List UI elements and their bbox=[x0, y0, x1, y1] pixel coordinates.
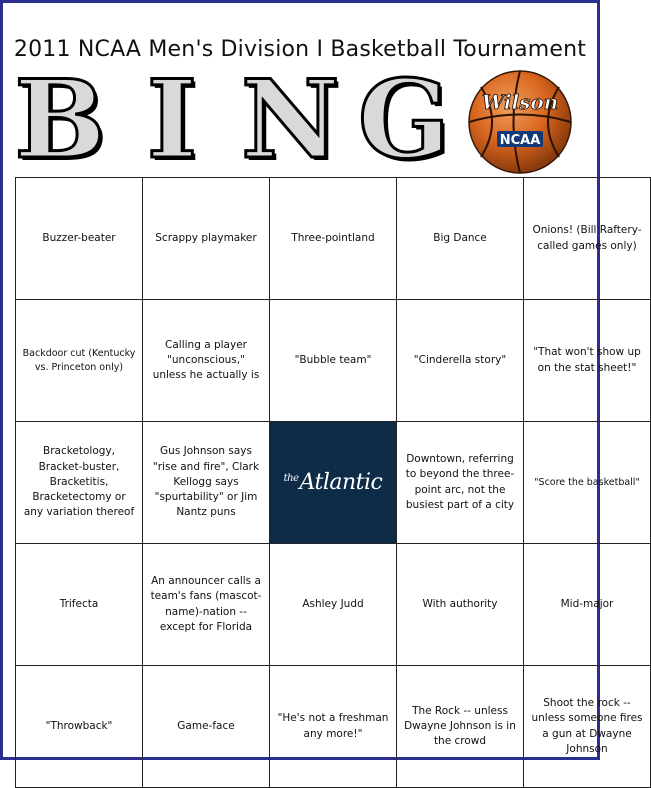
atlantic-logo bbox=[270, 467, 396, 499]
grid-row bbox=[16, 544, 651, 666]
grid-cell[interactable]: Bracketology, Bracket-buster, Bracketitis, Bracketectomy or any variation thereof bbox=[16, 422, 143, 544]
grid-cell[interactable]: "Bubble team" bbox=[270, 300, 397, 422]
grid-cell[interactable]: Mid-major bbox=[524, 544, 651, 666]
atlantic-logo-prefix: the bbox=[283, 472, 299, 484]
atlantic-logo-name: Atlantic bbox=[299, 469, 383, 495]
bingo-letter-g: G bbox=[357, 57, 451, 183]
grid-cell[interactable]: Onions! (Bill Raftery-called games only) bbox=[524, 178, 651, 300]
free-space bbox=[270, 422, 397, 544]
grid-cell[interactable]: Ashley Judd bbox=[270, 544, 397, 666]
grid-cell[interactable]: Big Dance bbox=[397, 178, 524, 300]
grid-cell[interactable]: Three-pointland bbox=[270, 178, 397, 300]
grid-cell[interactable]: "He's not a freshman any more!" bbox=[270, 666, 397, 788]
grid-cell[interactable]: "Score the basketball" bbox=[524, 422, 651, 544]
bingo-grid bbox=[15, 177, 651, 788]
ball-brand: Wilson bbox=[481, 90, 559, 114]
grid-row bbox=[16, 422, 651, 544]
grid-cell[interactable]: Buzzer-beater bbox=[16, 178, 143, 300]
grid-row bbox=[16, 666, 651, 788]
grid-cell[interactable]: Scrappy playmaker bbox=[143, 178, 270, 300]
grid-cell[interactable]: Calling a player "unconscious," unless he actually is bbox=[143, 300, 270, 422]
grid-cell[interactable]: Trifecta bbox=[16, 544, 143, 666]
grid-row bbox=[16, 300, 651, 422]
grid-cell[interactable]: An announcer calls a team's fans (mascot-name)-nation -- except for Florida bbox=[143, 544, 270, 666]
grid-cell[interactable]: Game-face bbox=[143, 666, 270, 788]
grid-cell[interactable]: The Rock -- unless Dwayne Johnson is in the crowd bbox=[397, 666, 524, 788]
bingo-letter-n: N bbox=[241, 57, 340, 183]
bingo-header bbox=[11, 57, 593, 183]
grid-cell[interactable]: Shoot the rock -- unless someone fires a gun at Dwayne Johnson bbox=[524, 666, 651, 788]
bingo-letter-i: I bbox=[146, 57, 198, 183]
grid-cell[interactable]: Backdoor cut (Kentucky vs. Princeton only) bbox=[16, 300, 143, 422]
page-title: 2011 NCAA Men's Division I Basketball Tournament bbox=[13, 37, 587, 62]
grid-cell[interactable]: "Throwback" bbox=[16, 666, 143, 788]
grid-cell[interactable]: "That won't show up on the stat sheet!" bbox=[524, 300, 651, 422]
grid-cell[interactable]: Downtown, referring to beyond the three-point arc, not the busiest part of a city bbox=[397, 422, 524, 544]
bingo-letter-b: B bbox=[14, 57, 106, 183]
basketball-icon bbox=[467, 69, 573, 175]
grid-cell[interactable]: Gus Johnson says "rise and fire", Clark Kellogg says "spurtability" or Jim Nantz puns bbox=[143, 422, 270, 544]
grid-cell[interactable]: With authority bbox=[397, 544, 524, 666]
grid-cell[interactable]: "Cinderella story" bbox=[397, 300, 524, 422]
ball-logo: NCAA bbox=[499, 133, 541, 148]
grid-row bbox=[16, 178, 651, 300]
